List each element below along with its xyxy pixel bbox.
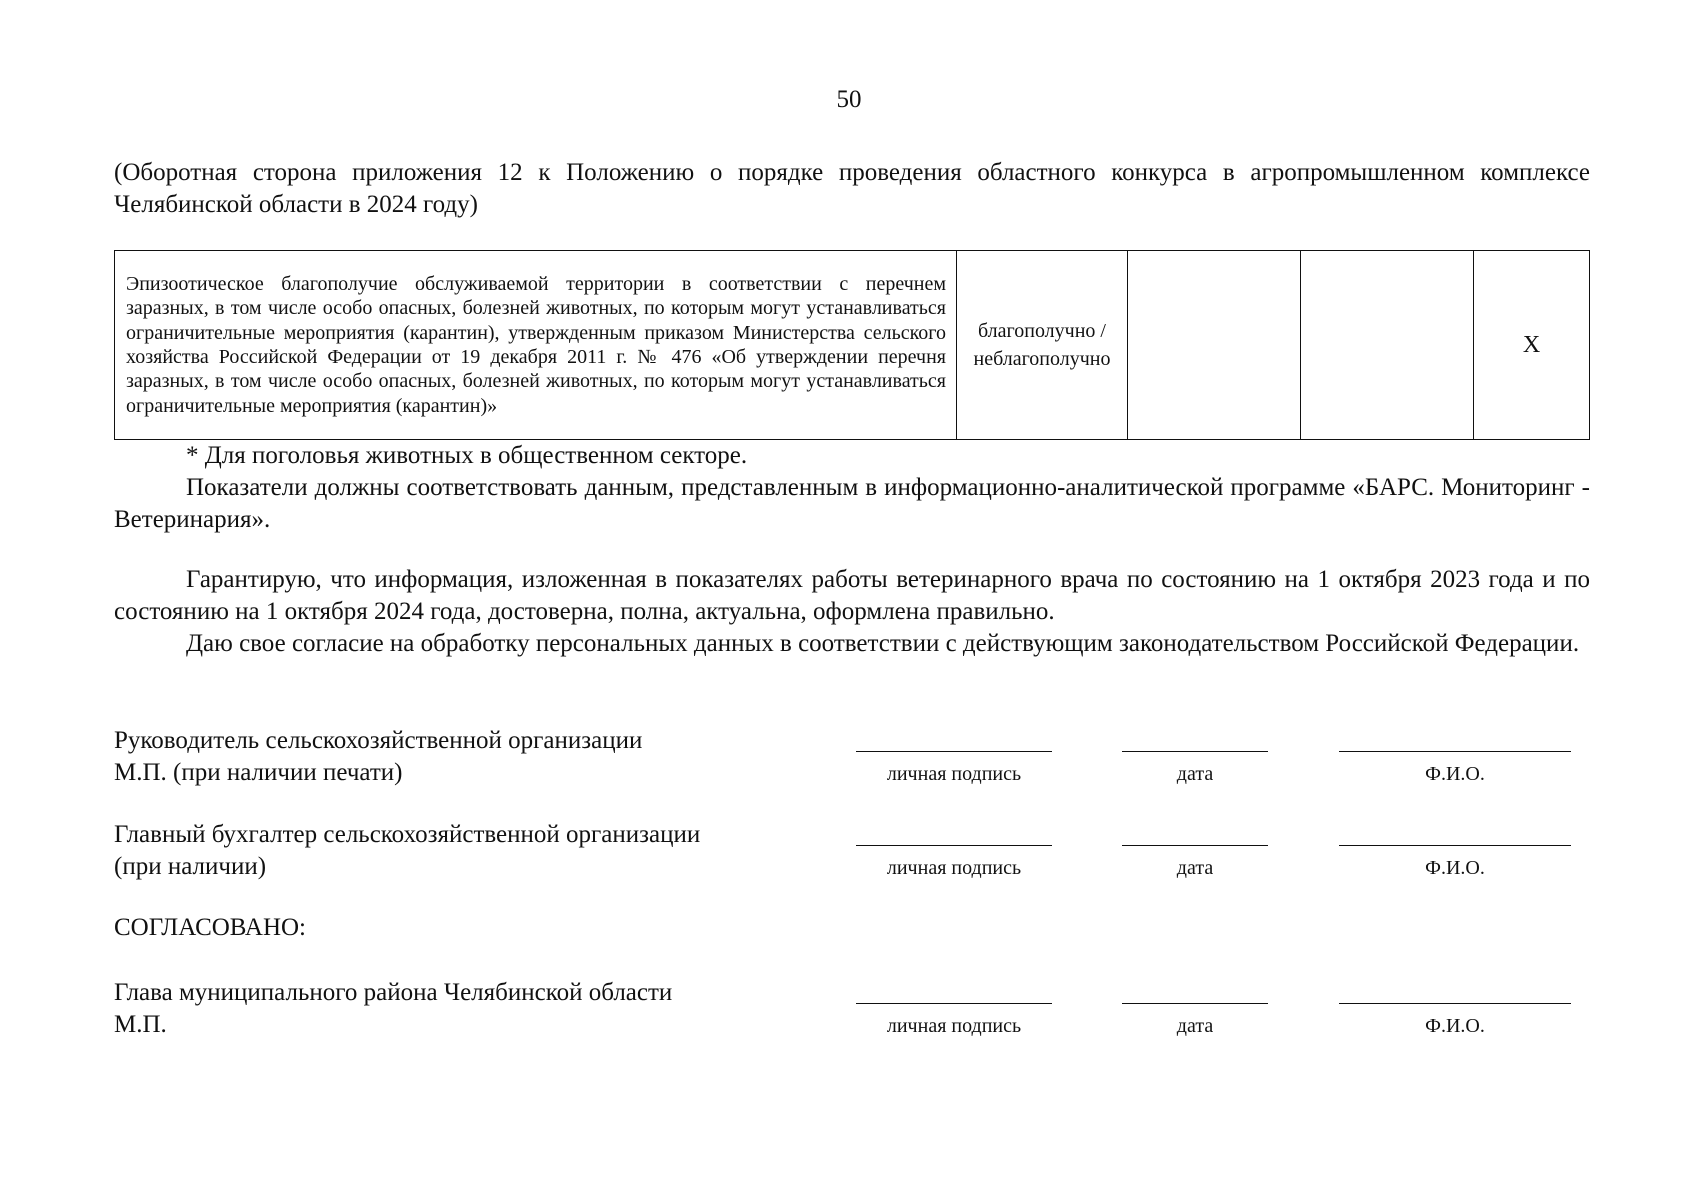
indicators-table — [114, 250, 1590, 440]
mark-cell: X — [1474, 251, 1590, 440]
status-option-unprosperous: неблагополучно — [973, 348, 1111, 370]
guarantee-statement: Гарантирую, что информация, изложенная в показателях работы ветеринарного врача по состоянию на 1 октября 2023 года и по состоянию на 1 октября 2024 года, достоверна, полна, актуальна, оформлена правильно. — [114, 566, 1590, 625]
signatory-subtitle: М.П. (при наличии печати) — [114, 759, 403, 786]
signatory-title: Руководитель сельскохозяйственной организации — [114, 727, 643, 754]
date-line — [1122, 1003, 1268, 1004]
value-cell-2023 — [1128, 251, 1301, 440]
footnote: * Для поголовья животных в общественном секторе. — [186, 442, 748, 469]
agreed-label: СОГЛАСОВАНО: — [114, 914, 307, 941]
signature-line — [856, 1003, 1052, 1004]
date-caption: дата — [1176, 857, 1214, 879]
name-caption: Ф.И.О. — [1425, 857, 1485, 879]
date-caption: дата — [1176, 1015, 1214, 1037]
indicators-note: Показатели должны соответствовать данным, представленным в информационно-аналитической программе «БАРС. Мониторинг - Ветеринария». — [114, 474, 1590, 533]
appendix-heading: (Оборотная сторона приложения 12 к Положению о порядке проведения областного конкурса в агропромышленном комплексе Челябинской области в 2024 году) — [114, 159, 1590, 218]
signature-caption: личная подпись — [886, 763, 1022, 785]
signatory-label — [114, 725, 642, 789]
date-caption: дата — [1176, 763, 1214, 785]
signature-line — [856, 751, 1052, 752]
status-option-prosperous: благополучно / — [978, 320, 1106, 342]
signature-block-accountant — [114, 819, 1590, 891]
signatory-label — [114, 977, 672, 1041]
consent-statement: Даю свое согласие на обработку персональных данных в соответствии с действующим законодательством Российской Федерации. — [186, 630, 1580, 657]
signatory-title: Главный бухгалтер сельскохозяйственной организации — [114, 821, 701, 848]
name-caption: Ф.И.О. — [1425, 763, 1485, 785]
name-line — [1339, 845, 1571, 846]
date-line — [1122, 845, 1268, 846]
signatory-label — [114, 819, 700, 883]
indicator-description: Эпизоотическое благополучие обслуживаемой территории в соответствии с перечнем заразных, в том числе особо опасных, болезней животных, по которым могут устанавливаться ограничительные мероприятия (карантин), утвержденным приказом Министерства сельского хозяйства Российской Федерации от 19 декабря 2011 г. № 476 «Об утверждении перечня заразных, в том числе особо опасных, болезней животных, по которым могут устанавливаться ограничительные мероприятия (карантин)» — [115, 251, 957, 440]
signature-line — [856, 845, 1052, 846]
signatory-subtitle: (при наличии) — [114, 853, 267, 880]
signatory-title: Глава муниципального района Челябинской области — [114, 979, 673, 1006]
signature-caption: личная подпись — [886, 857, 1022, 879]
signature-caption: личная подпись — [886, 1015, 1022, 1037]
name-caption: Ф.И.О. — [1425, 1015, 1485, 1037]
table-row — [115, 251, 1590, 440]
date-line — [1122, 751, 1268, 752]
signature-block-head — [114, 725, 1590, 797]
name-line — [1339, 751, 1571, 752]
signature-block-district-head — [114, 977, 1590, 1049]
name-line — [1339, 1003, 1571, 1004]
page-number: 50 — [836, 86, 862, 113]
notes-section — [114, 440, 1590, 660]
signatory-subtitle: М.П. — [114, 1011, 167, 1038]
value-cell-2024 — [1301, 251, 1474, 440]
indicator-status-options — [957, 251, 1128, 440]
